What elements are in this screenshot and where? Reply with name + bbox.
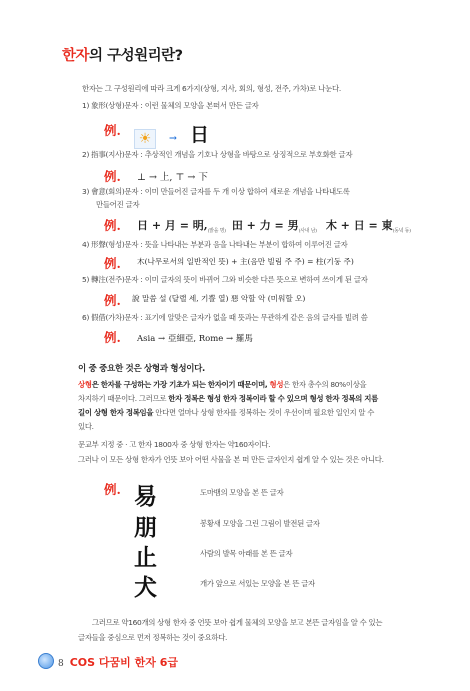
para1-t1: 은 한자 총수의 80%이상을 [283, 380, 367, 389]
item-6: 6) 假借(가차)문자 : 표기에 알맞은 글자가 없을 때 뜻과는 무관하게 같은 음의 글자를 빌려 씀 [82, 313, 368, 322]
title-rest: 의 구성원리란? [89, 48, 183, 64]
footer-brand: COS 다꿈비 한자 6급 [69, 656, 178, 669]
example-5: 說 말씀 설 (달랠 세, 기쁠 열) 惡 악할 악 (미워할 오) [132, 294, 306, 303]
para1-t3: 안다면 얼마나 상형 한자를 정복하는 것이 우선이며 필요한 일인지 알 수 [153, 408, 375, 417]
glyph-2-desc: 사람의 발목 아래를 본 뜬 글자 [200, 549, 293, 558]
example-mark-7: 例. [104, 482, 121, 497]
intro-text: 한자는 그 구성원리에 따라 크게 6가지(상형, 지사, 회의, 형성, 전주, 가차)로 나눈다. [82, 84, 341, 93]
glyph-1-desc: 봉황새 모양을 그린 그림이 발전된 글자 [200, 519, 320, 528]
para1-line2a: 차지하기 때문이다. 그러므로 [78, 394, 169, 403]
para3: 그러나 이 모든 상형 한자가 언뜻 보아 어떤 사물을 본 떠 만든 글자인지 쉽게 알 수 있는 것은 아니다. [78, 455, 384, 464]
example-mark-3: 例. [104, 218, 121, 233]
item-3-cont: 만들어진 글자 [96, 200, 140, 209]
example-mark-5: 例. [104, 293, 121, 308]
glyph-3: 犬 [134, 574, 157, 601]
page-title [62, 44, 183, 65]
item-4: 4) 形聲(형성)문자 : 뜻을 나타내는 부분과 음을 나타내는 부분이 합하여 이루어진 글자 [82, 240, 348, 249]
example-2: ⊥ → 上, ⊤ → 下 [137, 172, 208, 183]
para1-bold2: 한자 정복은 형성 한자 정복이라 할 수 있으며 형성 한자 정복의 지름 [168, 394, 378, 403]
example-3-a: 日 + 月 = 明, [137, 219, 208, 232]
term-phonetic: 형성 [269, 380, 284, 389]
glyph-0-desc: 도마뱀의 모양을 본 뜬 글자 [200, 488, 284, 497]
glyph-0: 易 [134, 483, 157, 510]
example-6: Asia → 亞細亞, Rome → 羅馬 [137, 334, 253, 344]
page-number: 8 [58, 659, 64, 669]
glyph-3-desc: 개가 앞으로 서있는 모양을 본 뜬 글자 [200, 579, 315, 588]
item-1: 1) 象形(상형)문자 : 이런 물체의 모양을 본떠서 만든 글자 [82, 101, 259, 110]
para1-bold3: 길이 상형 한자 정복임을 [78, 408, 154, 417]
example-mark-4: 例. [104, 256, 121, 271]
para1-line4: 있다. [78, 422, 94, 431]
page-circle-icon [38, 653, 54, 669]
example-3-c-sub: (동녘 동) [392, 228, 411, 234]
example-mark-2: 例. [104, 169, 121, 184]
example-3 [137, 217, 411, 234]
section-title: 이 중 중요한 것은 상형과 형성이다. [78, 364, 205, 374]
term-pictograph: 상형 [78, 380, 92, 389]
example-3-b-sub: (사내 남) [298, 228, 317, 234]
example-3-a-sub: (밝을 명) [207, 228, 226, 234]
outro-line1: 그러므로 약160개의 상형 한자 중 언뜻 보아 쉽게 물체의 모양을 보고 본뜬 글자임을 알 수 있는 [92, 618, 383, 627]
sun-icon: ☀ [134, 129, 156, 149]
arrow-right-icon: → [169, 133, 177, 144]
glyph-1: 朋 [134, 514, 157, 541]
example-mark-1: 例. [104, 123, 121, 138]
footer [58, 654, 178, 670]
item-3: 3) 會意(회의)문자 : 이미 만들어진 글자를 두 개 이상 합하여 새로운 개념을 나타내도록 [82, 187, 350, 196]
example-1-char: 日 [190, 124, 210, 146]
example-3-b: 田 + 力 = 男 [231, 219, 299, 232]
para2: 문교부 지정 중 · 고 한자 1800자 중 상형 한자는 약160자이다. [78, 440, 271, 449]
glyph-2: 止 [134, 544, 157, 571]
para1-line1 [78, 379, 366, 390]
item-2: 2) 指事(지사)문자 : 추상적인 개념을 기호나 상형을 바탕으로 상징적으로 부호화한 글자 [82, 150, 353, 159]
example-1 [134, 120, 209, 149]
para1-bold1: 은 한자를 구성하는 가장 기초가 되는 한자이기 때문이며, [91, 380, 268, 389]
outro-line2: 글자들을 중심으로 먼저 정복하는 것이 중요하다. [78, 633, 228, 642]
example-3-c: 木 + 日 = 東 [325, 219, 393, 232]
para1-line2 [78, 393, 378, 404]
para1-line3 [78, 407, 374, 418]
item-5: 5) 轉注(전주)문자 : 이미 글자의 뜻이 바뀌어 그와 비슷한 다른 뜻으로 변하여 쓰이게 된 글자 [82, 275, 368, 284]
example-4: 木(나무로서의 일반적인 뜻) + 主(음만 빌림 주 주) = 柱(기둥 주) [137, 257, 354, 266]
title-highlight: 한자 [62, 48, 90, 64]
example-mark-6: 例. [104, 330, 121, 345]
